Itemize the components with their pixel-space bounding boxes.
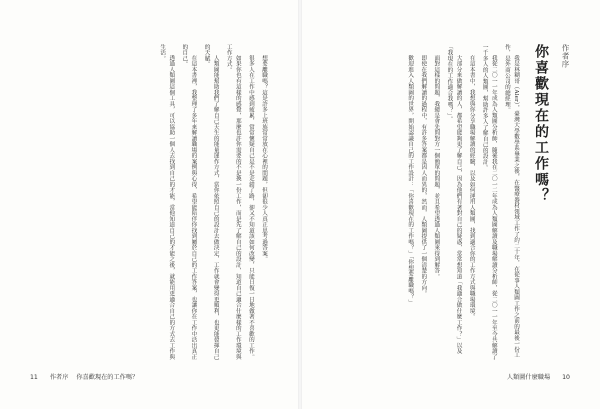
paragraph: 如果你也有這樣的感覺，那麼也許你需要的不是換一份工作，而是先了解自己的設計，知道自己適合什麼樣的工作環境與工作方式。 bbox=[225, 44, 241, 360]
left-footer bbox=[30, 372, 138, 381]
running-head-title: 你喜歡現在的工作嗎？ bbox=[76, 374, 139, 381]
section-label: 作者序 bbox=[561, 44, 570, 68]
paragraph: 人類圖能幫助我們了解自己天生的能量運作方式，當你依照自己的設計去做決定，工作就會變得更順利，也更能發揮自己的天賦。 bbox=[203, 44, 219, 360]
left-page-body bbox=[30, 44, 268, 362]
right-footer bbox=[507, 372, 570, 381]
paragraph: 歡迎進入人類圖的世界，開始認識自己的工作設計：「你喜歡現在的工作嗎？」「你想要離職嗎？」 bbox=[407, 55, 414, 306]
page-number: 10 bbox=[562, 374, 570, 381]
page-number: 11 bbox=[30, 374, 38, 381]
paragraph: 在這本書裡，我整理了多年來解讀職場的案例與心得，希望能陪伴你找到屬於自己的工作答案，也讓你在工作中活出真正的自己。 bbox=[181, 44, 197, 360]
paragraph: 我從二〇一一年成為人類圖分析師，隨後我在二〇一二年成為人類圖解讀及職場解讀分析師，從二〇一一年至今共解讀了一千多人的人類圖，幫助許多人了解自己的設計。 bbox=[481, 44, 497, 360]
paragraph: 我是林糊哥（Aler），臺灣大學數學系畢業之後，在醫療器材領域工作了約二十年，在從事人類圖工作之前的最後一份工作，是外商公司的總經理。 bbox=[503, 44, 519, 359]
book-gutter bbox=[298, 0, 302, 409]
paragraph: 在這本書中，我想與你分享職場解讀的經驗，以及如何運用人類圖，找到適合你的工作方式與職場環境。 bbox=[468, 55, 475, 320]
paragraph: 大部分來做解讀的人，都希望能夠更了解自己，因為他們有著對自己的疑惑，常常想知道「我適合做什麼工作？」以及「我現在的工作適合我嗎？」。 bbox=[446, 44, 462, 355]
paragraph: 透過人類圖這個工具，可以協助一個人去找到自己的才能，當他知道自己的才能之後，就能用更適合自己的方式去工作與生活。 bbox=[159, 44, 175, 360]
running-head-section: 作者序 bbox=[49, 374, 69, 381]
running-head-book: 人類圖什麼職場 bbox=[506, 374, 551, 381]
right-page-body bbox=[320, 44, 520, 362]
paragraph: 想要離職嗎？這是許多上班族常常放在心裡的問題，但卻很少人真正思考過答案。 bbox=[261, 55, 267, 263]
paragraph: 即使在我們解讀的過程中，有許多答案都是因人而異的，然而，人類圖提供了一個清楚的方向。 bbox=[420, 55, 427, 297]
paragraph: 面對這樣的問題，我總是會先問對方一個簡單的問題，並且希望透過人類圖來得到解答。 bbox=[433, 55, 440, 280]
chapter-title: 你喜歡現在的工作嗎？ bbox=[533, 44, 549, 204]
paragraph: 很多人在工作中感到疲累，常常懷疑自己是不是走錯了路，卻又不知道該如何改變，只能日復一日地做著不喜歡的工作。 bbox=[247, 55, 254, 360]
